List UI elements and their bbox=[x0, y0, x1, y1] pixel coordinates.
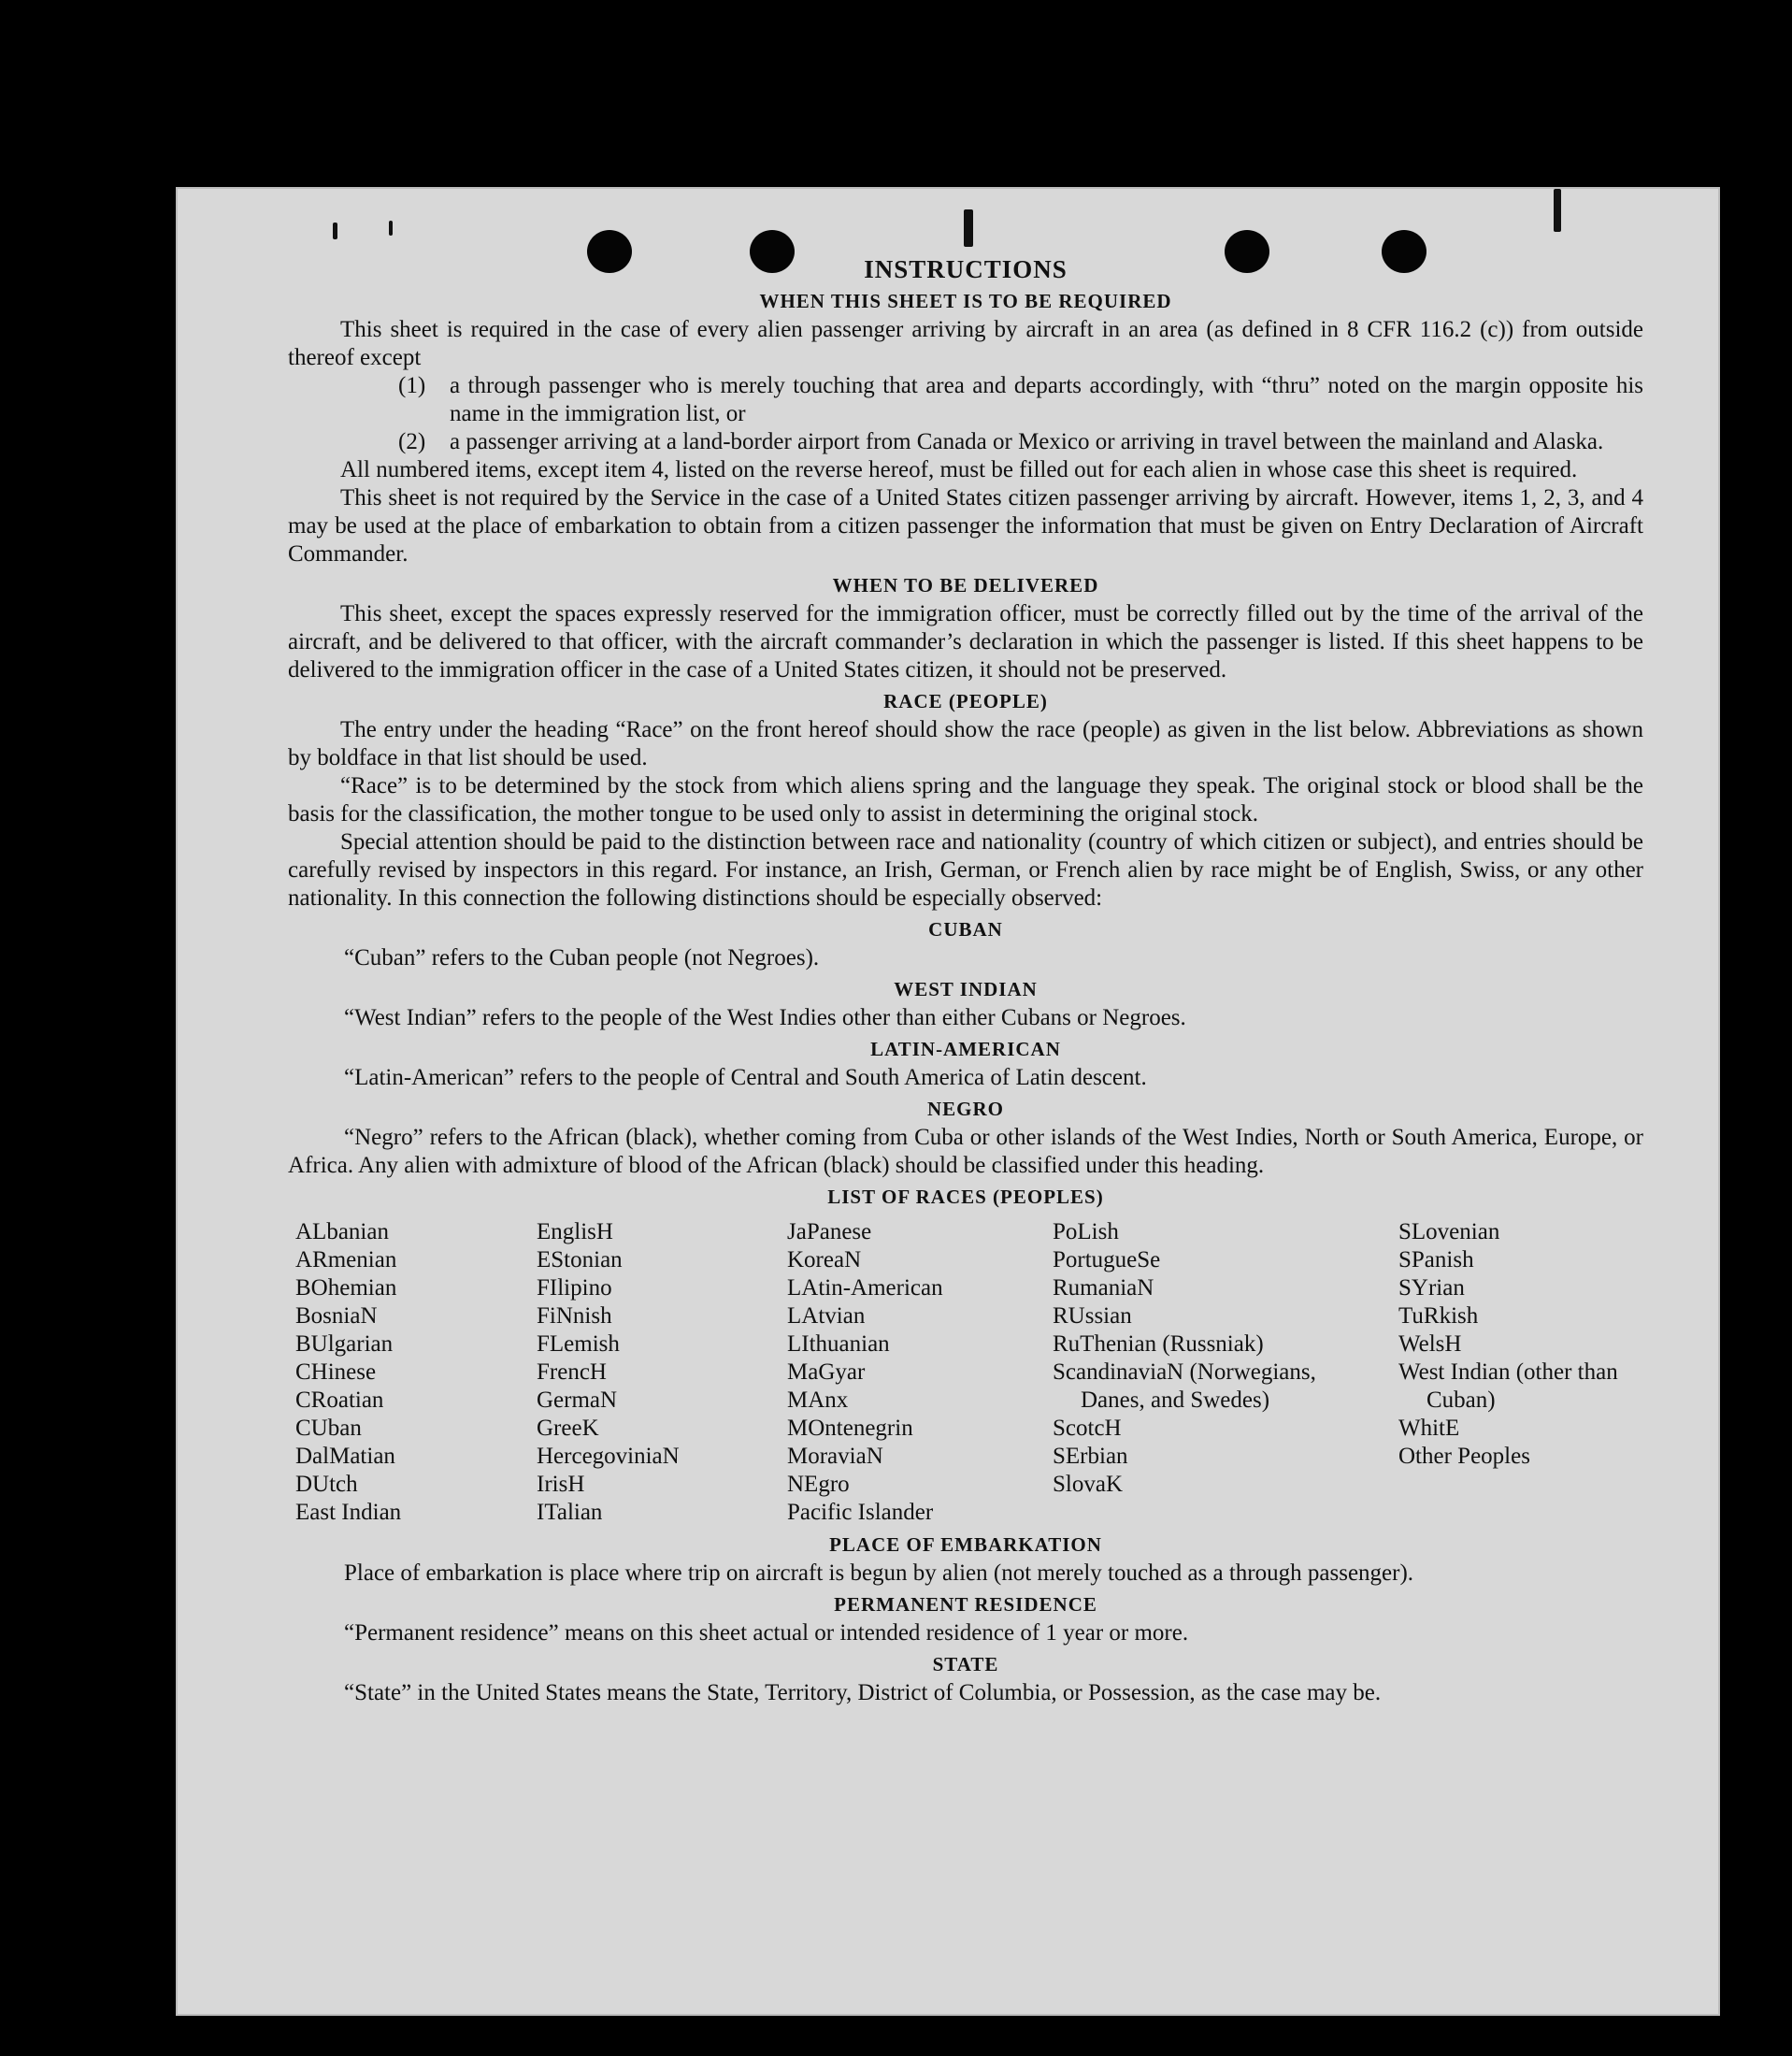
section-heading: CUBAN bbox=[928, 918, 1003, 941]
section-heading: RACE (PEOPLE) bbox=[883, 690, 1048, 712]
race-item: ALbanian bbox=[295, 1219, 389, 1244]
race-item: WelsH bbox=[1398, 1331, 1462, 1357]
paragraph: This sheet is not required by the Service in the case of a United States citizen passenger arriving by aircraft. However, items 1, 2, 3, and 4 may be used at the place of embarkation to obtain from a citizen passenger the information that must be given on Entry Declaration of Aircraft Commander. bbox=[288, 485, 1643, 567]
race-item: FLemish bbox=[537, 1331, 620, 1357]
section-heading: NEGRO bbox=[926, 1098, 1004, 1120]
race-item: DalMatian bbox=[295, 1444, 395, 1469]
race-item: IrisH bbox=[537, 1472, 585, 1497]
race-item: MAnx bbox=[787, 1387, 849, 1413]
race-item: ARmenian bbox=[295, 1247, 397, 1272]
race-item: ITalian bbox=[537, 1500, 603, 1525]
race-item: CHinese bbox=[295, 1359, 377, 1385]
race-item: ScandinaviaN (Norwegians, Danes, and Swedes) bbox=[1053, 1359, 1316, 1413]
ink-speck bbox=[964, 209, 973, 247]
section-heading: WEST INDIAN bbox=[894, 978, 1038, 1000]
race-item: SErbian bbox=[1053, 1444, 1128, 1469]
race-item: RuThenian (Russniak) bbox=[1053, 1331, 1264, 1357]
list-item bbox=[398, 372, 1643, 428]
race-item: SLovenian bbox=[1398, 1219, 1500, 1244]
race-item: KoreaN bbox=[787, 1247, 862, 1272]
race-item: PortugueSe bbox=[1053, 1247, 1161, 1272]
race-item: MaGyar bbox=[787, 1359, 866, 1385]
race-column bbox=[537, 1218, 787, 1527]
paragraph: “Cuban” refers to the Cuban people (not Negroes). bbox=[344, 945, 820, 970]
race-item: JaPanese bbox=[787, 1219, 872, 1244]
race-item: RUssian bbox=[1053, 1303, 1132, 1329]
section-heading: LIST OF RACES (PEOPLES) bbox=[827, 1186, 1104, 1208]
page-title: INSTRUCTIONS bbox=[864, 255, 1068, 283]
section-heading: PLACE OF EMBARKATION bbox=[829, 1533, 1102, 1556]
race-item: WhitE bbox=[1398, 1416, 1460, 1441]
race-item: SPanish bbox=[1398, 1247, 1474, 1272]
race-item: HercegoviniaN bbox=[537, 1444, 680, 1469]
race-item: West Indian (other than Cuban) bbox=[1398, 1359, 1618, 1413]
paragraph: Place of embarkation is place where trip on aircraft is begun by alien (not merely touched as a through passenger). bbox=[344, 1560, 1414, 1586]
race-item: BOhemian bbox=[295, 1275, 397, 1301]
race-item: FiNnish bbox=[537, 1303, 612, 1329]
item-number: (2) bbox=[398, 429, 426, 454]
race-item: SYrian bbox=[1398, 1275, 1465, 1301]
race-item: TuRkish bbox=[1398, 1303, 1479, 1329]
section-heading: LATIN-AMERICAN bbox=[870, 1038, 1061, 1060]
race-item: CUban bbox=[295, 1416, 362, 1441]
race-item: Other Peoples bbox=[1398, 1444, 1530, 1469]
item-text: a through passenger who is merely touching that area and departs accordingly, with “thru” noted on the margin opposite his name in the immigration list, or bbox=[450, 373, 1643, 426]
race-column bbox=[1053, 1218, 1333, 1527]
race-item: CRoatian bbox=[295, 1387, 384, 1413]
race-item: MOntenegrin bbox=[787, 1416, 913, 1441]
paragraph: This sheet, except the spaces expressly reserved for the immigration officer, must be correctly filled out by the time of the arrival of the aircraft, and be delivered to that officer, with the aircraft commander’s declaration in which the passenger is listed. If this sheet happens to be delivered to the immigration officer in the case of a United States citizen, it should not be preserved. bbox=[288, 601, 1643, 683]
item-number: (1) bbox=[398, 373, 426, 398]
instructions-body bbox=[288, 255, 1643, 1707]
race-item: ScotcH bbox=[1053, 1416, 1122, 1441]
race-list bbox=[295, 1218, 1643, 1527]
race-item: NEgro bbox=[787, 1472, 850, 1497]
race-item: GreeK bbox=[537, 1416, 599, 1441]
paragraph: “State” in the United States means the State, Territory, District of Columbia, or Possession, as the case may be. bbox=[344, 1680, 1382, 1705]
paragraph: “Latin-American” refers to the people of Central and South America of Latin descent. bbox=[344, 1065, 1147, 1090]
race-column bbox=[1398, 1218, 1641, 1527]
ink-speck bbox=[333, 223, 337, 239]
race-item: RumaniaN bbox=[1053, 1275, 1154, 1301]
race-column bbox=[295, 1218, 537, 1527]
paragraph: The entry under the heading “Race” on the front hereof should show the race (people) as given in the list below. Abbreviations as shown by boldface in that list should be used. bbox=[288, 717, 1643, 770]
race-item: GermaN bbox=[537, 1387, 618, 1413]
ink-speck bbox=[389, 221, 393, 236]
race-item: FrencH bbox=[537, 1359, 607, 1385]
paragraph: “Negro” refers to the African (black), whether coming from Cuba or other islands of the West Indies, North or South America, Europe, or Africa. Any alien with admixture of blood of the African (black) should be classified under this heading. bbox=[288, 1125, 1643, 1178]
race-item: LAtin-American bbox=[787, 1275, 943, 1301]
paragraph: All numbered items, except item 4, listed on the reverse hereof, must be filled out for each alien in whose case this sheet is required. bbox=[340, 457, 1578, 482]
ink-speck bbox=[1554, 189, 1561, 232]
section-heading: WHEN THIS SHEET IS TO BE REQUIRED bbox=[759, 290, 1172, 312]
race-item: FIlipino bbox=[537, 1275, 612, 1301]
race-item: East Indian bbox=[295, 1500, 402, 1525]
paragraph: “Race” is to be determined by the stock from which aliens spring and the language they speak. The original stock or blood shall be the basis for the classification, the mother tongue to be used only to assist in determining the original stock. bbox=[288, 773, 1643, 827]
section-heading: PERMANENT RESIDENCE bbox=[834, 1593, 1097, 1616]
race-item: DUtch bbox=[295, 1472, 358, 1497]
section-heading: WHEN TO BE DELIVERED bbox=[832, 574, 1099, 597]
race-item: BUlgarian bbox=[295, 1331, 394, 1357]
paragraph: “West Indian” refers to the people of the West Indies other than either Cubans or Negroes. bbox=[344, 1005, 1186, 1030]
race-item: LAtvian bbox=[787, 1303, 866, 1329]
race-item: EnglisH bbox=[537, 1219, 613, 1244]
list-item bbox=[398, 428, 1643, 456]
paragraph: “Permanent residence” means on this sheet actual or intended residence of 1 year or more. bbox=[344, 1620, 1189, 1646]
paragraph: This sheet is required in the case of every alien passenger arriving by aircraft in an area (as defined in 8 CFR 116.2 (c)) from outside thereof except bbox=[288, 317, 1643, 370]
race-item: SlovaK bbox=[1053, 1472, 1123, 1497]
race-item: Pacific Islander bbox=[787, 1500, 934, 1525]
item-text: a passenger arriving at a land-border airport from Canada or Mexico or arriving in travel between the mainland and Alaska. bbox=[450, 429, 1604, 454]
race-item: PoLish bbox=[1053, 1219, 1119, 1244]
paragraph: Special attention should be paid to the distinction between race and nationality (country of which citizen or subject), and entries should be carefully revised by inspectors in this regard. For instance, an Irish, German, or French alien by race might be of English, Swiss, or any other nationality. In this connection the following distinctions should be especially observed: bbox=[288, 829, 1643, 911]
race-item: EStonian bbox=[537, 1247, 623, 1272]
section-heading: STATE bbox=[932, 1653, 999, 1675]
document-sheet bbox=[176, 187, 1720, 2016]
race-item: BosniaN bbox=[295, 1303, 378, 1329]
race-item: MoraviaN bbox=[787, 1444, 883, 1469]
race-column bbox=[787, 1218, 1053, 1527]
race-item: LIthuanian bbox=[787, 1331, 890, 1357]
